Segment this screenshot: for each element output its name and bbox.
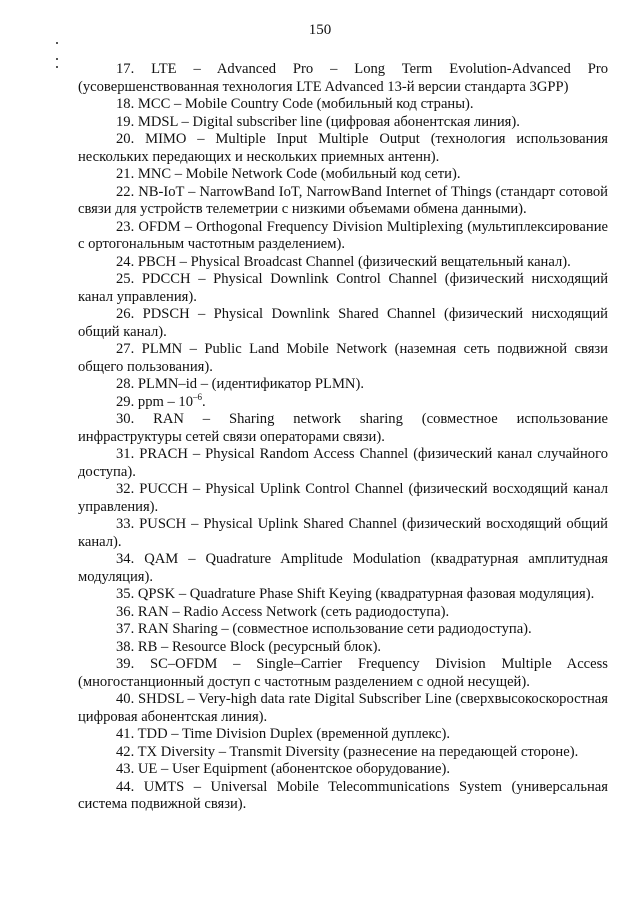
list-item: 43. UE – User Equipment (абонентское оборудование). xyxy=(116,761,450,777)
list-item: 34. QAM – Quadrature Amplitude Modulation (квадратурная амплитудная модуляция). xyxy=(78,551,608,585)
list-item: 25. PDCCH – Physical Downlink Control Channel (физический нисходящий канал управления). xyxy=(78,271,608,305)
scan-artifact xyxy=(56,42,58,44)
list-item: 23. OFDM – Orthogonal Frequency Division Multiplexing (мультиплексирование с ортогональным частотным разделением). xyxy=(78,218,608,252)
list-item: 30. RAN – Sharing network sharing (совместное использование инфраструктуры сетей связи операторами связи). xyxy=(78,411,608,445)
list-item: 38. RB – Resource Block (ресурсный блок). xyxy=(116,638,382,655)
list-item: 18. MCC – Mobile Country Code (мобильный код страны). xyxy=(116,96,474,112)
ppm-period: . xyxy=(202,393,206,410)
list-item: 26. PDSCH – Physical Downlink Shared Channel (физический нисходящий общий канал). xyxy=(78,306,608,340)
page-number: 150 xyxy=(308,22,332,38)
list-item: 31. PRACH – Physical Random Access Channel (физический канал случайного доступа). xyxy=(78,446,608,480)
list-item: 21. MNC – Mobile Network Code (мобильный код сети). xyxy=(116,166,461,182)
list-item xyxy=(78,391,608,412)
list-item: 41. TDD – Time Division Duplex (временной дуплекс). xyxy=(116,726,451,742)
list-item: 20. MIMO – Multiple Input Multiple Output (технология использования нескольких передающих и нескольких приемных антенн). xyxy=(78,131,608,165)
list-item: 19. MDSL – Digital subscriber line (цифровая абонентская линия). xyxy=(116,113,520,130)
list-item: 32. PUCCH – Physical Uplink Control Channel (физический восходящий канал управления). xyxy=(78,481,608,515)
list-item: 44. UMTS – Universal Mobile Telecommunications System (универсальная система подвижной связи). xyxy=(78,778,608,812)
scan-artifact xyxy=(56,58,58,60)
list-item: 39. SC–OFDM – Single–Carrier Frequency Division Multiple Access (многостанционный доступ с частотным разделением с одной несущей). xyxy=(78,656,608,690)
list-item: 27. PLMN – Public Land Mobile Network (наземная сеть подвижной связи общего пользования). xyxy=(78,341,608,375)
scan-artifact xyxy=(56,66,58,68)
list-item: 40. SHDSL – Very-high data rate Digital Subscriber Line (сверхвысокоскоростная цифровая абонентская линия). xyxy=(78,691,608,725)
list-item: 17. LTE – Advanced Pro – Long Term Evolution-Advanced Pro (усовершенствованная технология LTE Advanced 13-й версии стандарта 3GPP) xyxy=(78,61,608,95)
list-item: 33. PUSCH – Physical Uplink Shared Channel (физический восходящий общий канал). xyxy=(78,516,608,550)
list-item: 35. QPSK – Quadrature Phase Shift Keying (квадратурная фазовая модуляция). xyxy=(116,586,595,602)
list-item: 24. PBCH – Physical Broadcast Channel (физический вещательный канал). xyxy=(116,253,571,270)
list-item: 22. NB-IoT – NarrowBand IoT, NarrowBand Internet of Things (стандарт сотовой связи для устройств телеметрии с низкими объемами обмена данными). xyxy=(78,183,608,217)
list-item: 37. RAN Sharing – (совместное использование сети радиодоступа). xyxy=(116,621,532,637)
ppm-exponent: –6 xyxy=(193,391,203,402)
list-item: 42. TX Diversity – Transmit Diversity (разнесение на передающей стороне). xyxy=(116,743,579,760)
abbreviation-list xyxy=(78,61,608,814)
ppm-text: 29. ppm – 10 xyxy=(116,393,194,410)
list-item: 36. RAN – Radio Access Network (сеть радиодоступа). xyxy=(116,603,450,620)
list-item: 28. PLMN–id – (идентификатор PLMN). xyxy=(116,376,364,392)
